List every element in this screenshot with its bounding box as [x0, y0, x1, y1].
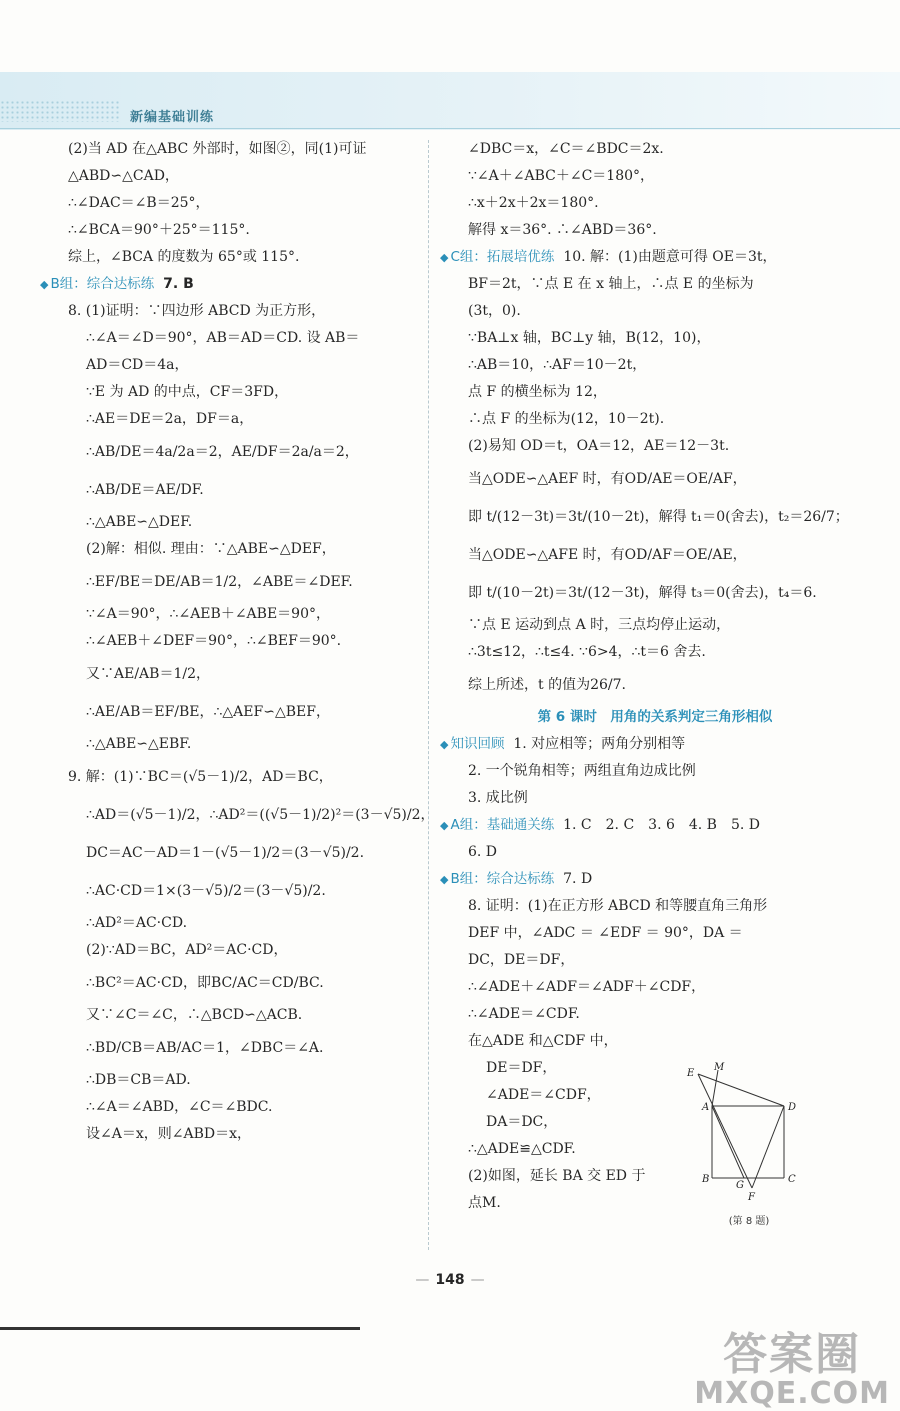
text-line: 当△ODE∽△AFE 时，有OD/AF＝OE/AE，	[468, 547, 747, 563]
answer-line	[440, 866, 870, 893]
text-line: ∴∠AEB＋∠DEF＝90°，∴∠BEF＝90°.	[86, 633, 342, 649]
text-line: ∴3t≤12，∴t≤4. ∵6>4，∴t＝6 舍去.	[468, 644, 706, 660]
text-line: ∴点 F 的坐标为(12，10－2t).	[468, 411, 665, 427]
label-a: A	[702, 1102, 710, 1113]
line-ag	[712, 1106, 744, 1178]
text-line: 8. 证明：(1)在正方形 ABCD 和等腰直角三角形	[468, 898, 768, 914]
text-line: ∴△ADE≌△CDF.	[468, 1141, 576, 1157]
geometry-figure	[684, 1062, 814, 1242]
label-d: D	[788, 1102, 797, 1113]
text-line: DE＝DF，	[486, 1060, 557, 1076]
text-line: DC，DE＝DF，	[468, 952, 575, 968]
answer-line	[440, 244, 870, 271]
text-line: 综上，∠BCA 的度数为 65°或 115°.	[68, 249, 300, 265]
text-line: (2)∵AD＝BC，AD²＝AC·CD，	[86, 942, 288, 958]
group-heading: ◆ C组：拓展培优练	[440, 249, 555, 265]
header-rule	[0, 128, 900, 129]
text-line: AD＝CD＝4a，	[86, 357, 189, 373]
text-line: ∵∠A＋∠ABC＋∠C＝180°，	[468, 168, 655, 184]
answer-text: 7. B	[163, 276, 194, 292]
diamond-icon: ◆	[440, 738, 449, 751]
label-f: F	[748, 1192, 755, 1203]
column-divider	[428, 140, 429, 1250]
text-line: ∴x＋2x＋2x＝180°.	[468, 195, 599, 211]
text-line: 6. D	[468, 844, 498, 860]
watermark-line1: 答案圈	[723, 1329, 862, 1380]
text-line: ∠DBC＝x，∠C＝∠BDC＝2x.	[468, 141, 664, 157]
text-line: 设∠A＝x，则∠ABD＝x，	[86, 1126, 251, 1142]
text-line: (2)解：相似. 理由：∵△ABE∽△DEF，	[86, 541, 336, 557]
divider-dash: —	[470, 1272, 485, 1288]
text-line: ∵BA⊥x 轴，BC⊥y 轴，B(12，10)，	[468, 330, 711, 346]
text-line: ∴∠ADE＋∠ADF＝∠ADF＋∠CDF，	[468, 979, 706, 995]
text-line: (2)如图，延长 BA 交 ED 于	[468, 1168, 646, 1184]
text-line: ∠ADE＝∠CDF，	[486, 1087, 601, 1103]
text-line: 解得 x＝36°. ∴∠ABD＝36°.	[468, 222, 657, 238]
text-line: 8. (1)证明：∵四边形 ABCD 为正方形，	[68, 303, 326, 319]
label-c: C	[788, 1174, 796, 1185]
answer-line	[40, 271, 415, 298]
text-line: DA＝DC，	[486, 1114, 558, 1130]
answer-line	[440, 731, 870, 758]
divider-dash: —	[415, 1272, 430, 1288]
text-line: ∴AD²＝AC·CD.	[86, 915, 188, 931]
text-line: 点 F 的横坐标为 12，	[468, 384, 607, 400]
text-line: ∴DB＝CB＝AD.	[86, 1072, 191, 1088]
text-line: △ABD∽△CAD，	[68, 168, 179, 184]
answer-text: 1. C 2. C 3. 6 4. B 5. D	[563, 817, 761, 833]
text-line: 2. 一个锐角相等；两组直角边成比例	[468, 763, 696, 779]
group-heading: ◆ B组：综合达标练	[440, 871, 555, 887]
watermark-line2: MXQE.COM	[694, 1376, 890, 1411]
text-line: 在△ADE 和△CDF 中，	[468, 1033, 618, 1049]
answer-text: 7. D	[563, 871, 593, 887]
text-line: ∴AB/DE＝4a/2a＝2，AE/DF＝2a/a＝2，	[86, 444, 359, 460]
group-heading: ◆ 知识回顾	[440, 736, 505, 752]
figure-caption: (第 8 题)	[728, 1216, 770, 1227]
text-line: ∴BD/CB＝AB/AC＝1，∠DBC＝∠A.	[86, 1040, 324, 1056]
text-line: 点M.	[468, 1195, 501, 1211]
text-line: ∴AD＝(√5－1)/2，∴AD²＝((√5－1)/2)²＝(3－√5)/2，	[86, 807, 435, 823]
text-line: ∴AB/DE＝AE/DF.	[86, 482, 204, 498]
page-number: 148	[435, 1272, 465, 1288]
footer-rule	[0, 1327, 360, 1330]
text-line: 即 t/(12－3t)＝3t/(10－2t)，解得 t₁＝0(舍去)，t₂＝26/7；	[468, 509, 849, 525]
text-line: 当△ODE∽△AEF 时，有OD/AE＝OE/AF，	[468, 471, 747, 487]
answer-text: 1. 对应相等；两角分别相等	[513, 736, 686, 752]
text-line: ∴AE＝DE＝2a，DF＝a，	[86, 411, 254, 427]
text-line: ∴∠A＝∠D＝90°，AB＝AD＝CD. 设 AB＝	[86, 330, 360, 346]
header-dot-pattern	[0, 100, 120, 122]
line-df	[752, 1106, 784, 1188]
group-heading: ◆ B组：综合达标练	[40, 276, 155, 292]
text-line: (2)当 AD 在△ABC 外部时，如图②，同(1)可证	[68, 141, 367, 157]
text-line: ∴∠ADE＝∠CDF.	[468, 1006, 580, 1022]
line-ma	[712, 1070, 718, 1106]
label-b: B	[702, 1174, 710, 1185]
text-line: 又∵∠C＝∠C，∴△BCD∽△ACB.	[86, 1007, 303, 1023]
label-e: E	[687, 1068, 695, 1079]
text-line: DEF 中，∠ADC ＝ ∠EDF ＝ 90°，DA ＝	[468, 925, 743, 941]
text-line: ∴∠A＝∠ABD，∠C＝∠BDC.	[86, 1099, 273, 1115]
watermark	[694, 1318, 890, 1411]
lesson-title: 第 6 课时 用角的关系判定三角形相似	[537, 709, 773, 725]
text-line: ∴∠BCA＝90°＋25°＝115°.	[68, 222, 250, 238]
text-line: ∴△ABE∽△EBF.	[86, 736, 192, 752]
text-line: 3. 成比例	[468, 790, 528, 806]
text-line: ∴BC²＝AC·CD，即BC/AC＝CD/BC.	[86, 975, 324, 991]
text-line: DC＝AC－AD＝1－(√5－1)/2＝(3－√5)/2.	[86, 845, 365, 861]
page-number-row	[0, 1272, 900, 1288]
diamond-icon: ◆	[440, 819, 449, 832]
text-line: ∴AB＝10，∴AF＝10－2t，	[468, 357, 647, 373]
text-line: 综上所述，t 的值为26/7.	[468, 677, 626, 693]
text-line: BF＝2t，∵点 E 在 x 轴上，∴点 E 的坐标为	[468, 276, 754, 292]
header-title: 新编基础训练	[130, 110, 215, 125]
right-column	[440, 136, 870, 1217]
text-line: 10. 解：(1)由题意可得 OE＝3t，	[563, 249, 777, 265]
text-line: (2)易知 OD＝t，OA＝12，AE＝12－3t.	[468, 438, 730, 454]
label-m: M	[714, 1062, 725, 1073]
diamond-icon: ◆	[440, 873, 449, 886]
label-g: G	[736, 1180, 744, 1191]
text-line: (3t，0).	[468, 303, 521, 319]
text-line: ∴AE/AB＝EF/BE，∴△AEF∽△BEF，	[86, 704, 330, 720]
text-line: 9. 解：(1)∵BC＝(√5－1)/2，AD＝BC，	[68, 769, 333, 785]
diamond-icon: ◆	[440, 251, 449, 264]
text-line: ∴∠DAC＝∠B＝25°，	[68, 195, 210, 211]
group-heading: ◆ A组：基础通关练	[440, 817, 555, 833]
text-line: ∴AC·CD＝1×(3－√5)/2＝(3－√5)/2.	[86, 883, 326, 899]
figure-svg	[684, 1062, 814, 1242]
left-column	[40, 136, 435, 1148]
text-line: ∵∠A＝90°，∴∠AEB＋∠ABE＝90°，	[86, 606, 330, 622]
text-line: ∴△ABE∽△DEF.	[86, 514, 193, 530]
text-line: ∵点 E 运动到点 A 时，三点均停止运动，	[468, 617, 731, 633]
text-line: ∴EF/BE＝DE/AB＝1/2，∠ABE＝∠DEF.	[86, 574, 353, 590]
answer-line	[440, 812, 870, 839]
text-line: 即 t/(10－2t)＝3t/(12－3t)，解得 t₃＝0(舍去)，t₄＝6.	[468, 585, 817, 601]
text-line: ∵E 为 AD 的中点，CF＝3FD，	[86, 384, 289, 400]
diamond-icon: ◆	[40, 278, 49, 291]
text-line: 又∵AE/AB＝1/2，	[86, 666, 210, 682]
